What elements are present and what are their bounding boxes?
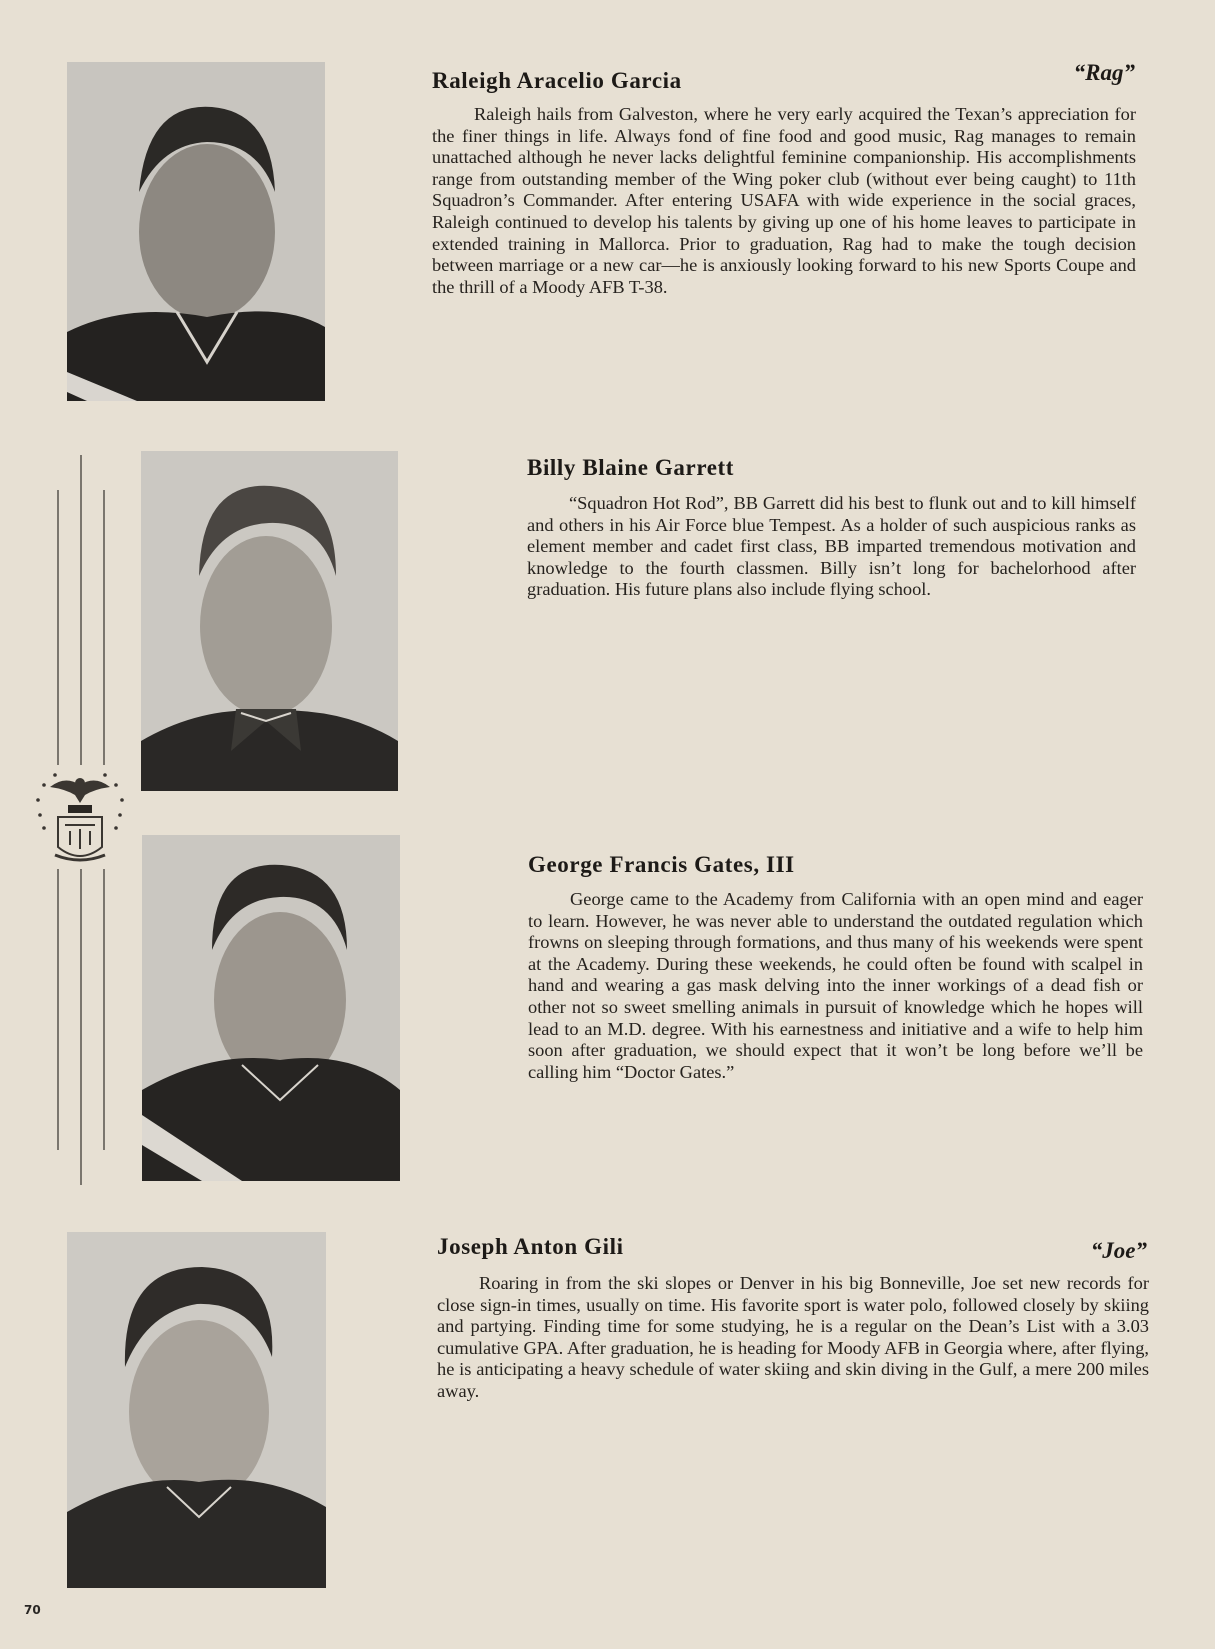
entry-bio: “Squadron Hot Rod”, BB Garrett did his best to flunk out and to kill himself and others in his Air Force blue Tempest. As a holder of such auspicious ranks as element member and cadet first class, BB imparted tremendous motivation and knowledge to the fourth classmen. Billy isn’t long for bachelorhood after graduation. His future plans also include flying school.	[527, 493, 1136, 600]
entry-nickname: “Joe”	[1090, 1238, 1147, 1263]
portrait-photo-garrett	[141, 451, 398, 791]
portrait-photo-gates	[142, 835, 400, 1181]
entry-bio: Raleigh hails from Galveston, where he very early acquired the Texan’s appreciation for the finer things in life. Always fond of fine food and good music, Rag manages to remain unattached although he never lacks delightful feminine companionship. His accomplishments range from outstanding member of the Wing poker club (without ever being caught) to 11th Squadron’s Commander. After entering USAFA with wide experience in the social graces, Raleigh continued to develop his talents by giving up one of his home leaves to participate in extended training in Mallorca. Prior to graduation, Rag had to make the tough decision between marriage or a new car—he is anxiously looking forward to his new Sports Coupe and the thrill of a Moody AFB T-38.	[432, 104, 1136, 297]
entry-name: Billy Blaine Garrett	[527, 455, 735, 480]
entry-name: Raleigh Aracelio Garcia	[432, 68, 682, 93]
page-number: 70	[24, 1603, 41, 1617]
portrait-photo-garcia	[67, 62, 325, 401]
entry-nickname: “Rag”	[1073, 60, 1135, 85]
entry-name: George Francis Gates, III	[528, 852, 795, 877]
academy-crest-icon	[30, 765, 130, 869]
entry-bio: Roaring in from the ski slopes or Denver in his big Bonneville, Joe set new records for close sign-in times, usually on time. His favorite sport is water polo, followed closely by skiing and partying. Finding time for some studying, he is a regular on the Dean’s List with a 3.03 cumulative GPA. After graduation, he is heading for Moody AFB in Georgia where, after flying, he is anticipating a heavy schedule of water skiing and skin diving in the Gulf, a mere 200 miles away.	[437, 1273, 1149, 1401]
portrait-photo-gili	[67, 1232, 326, 1588]
entry-bio: George came to the Academy from California with an open mind and eager to learn. However, he was never able to understand the outdated regulation which frowns on sleeping through formations, and thus many of his weekends were spent at the Academy. During these weekends, he could often be found with scalpel in hand and wearing a gas mask delving into the inner workings of a dead fish or other not so sweet smelling animals in pursuit of knowledge which he hopes will lead to an M.D. degree. With his earnestness and initiative and a wife to help him soon after graduation, we should expect that it won’t be long before we’ll be calling him “Doctor Gates.”	[528, 889, 1143, 1082]
entry-name: Joseph Anton Gili	[437, 1234, 624, 1259]
